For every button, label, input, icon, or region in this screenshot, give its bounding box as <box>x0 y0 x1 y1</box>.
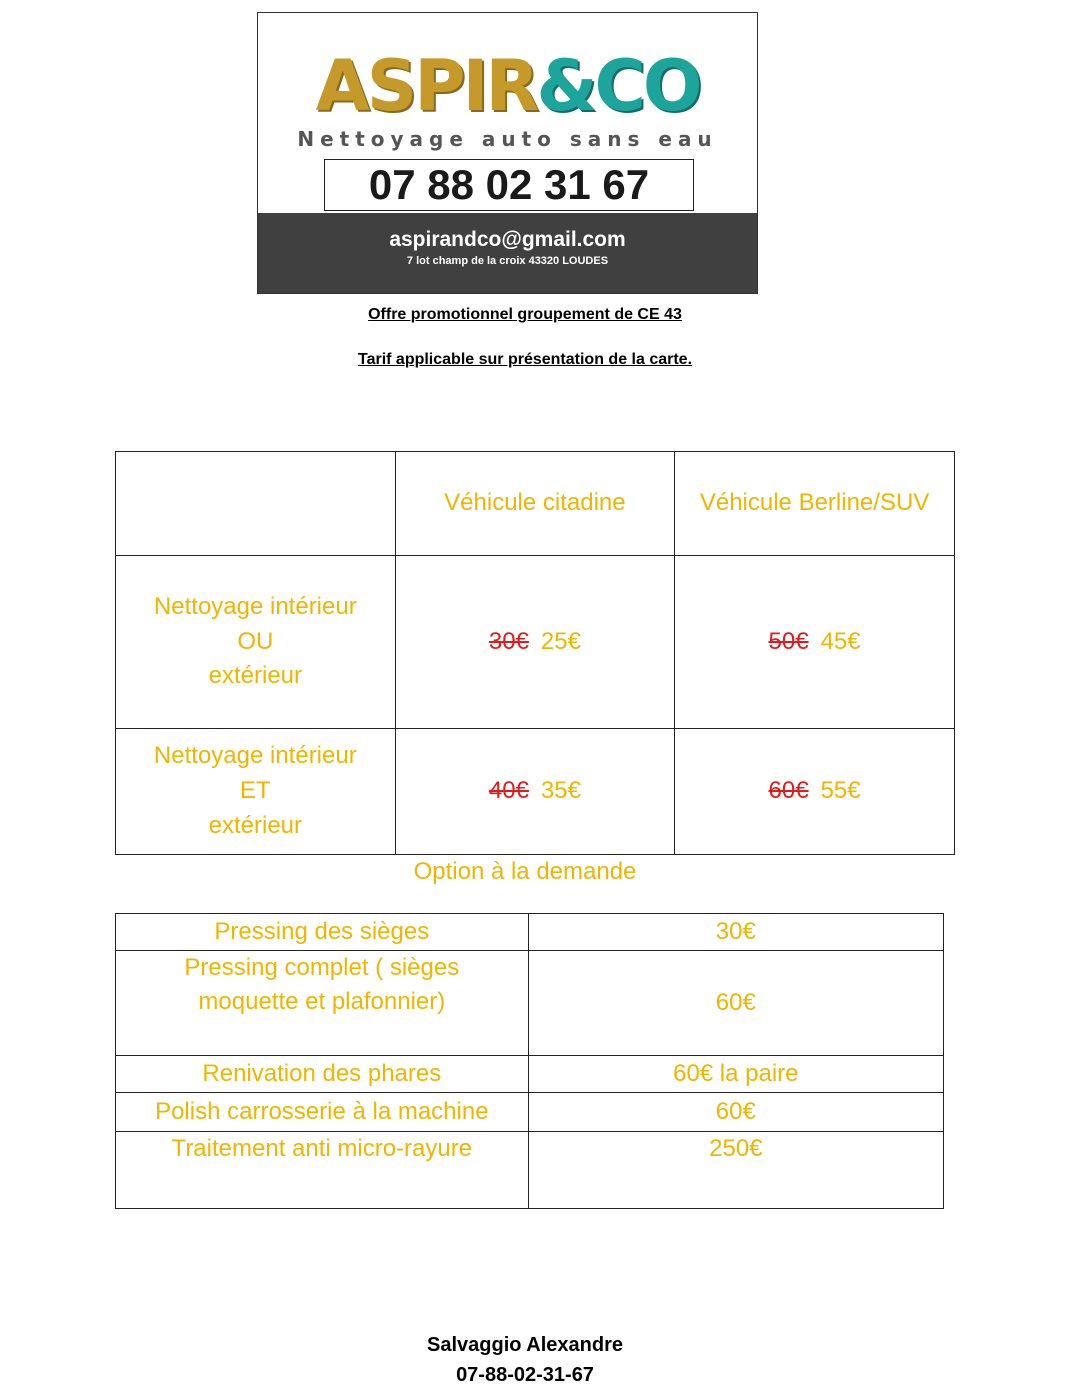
signature-name: Salvaggio Alexandre <box>427 1334 623 1356</box>
table-row <box>116 1132 944 1209</box>
table-row <box>116 1093 944 1132</box>
offer-note: Offre promotionnel groupement de CE 43 <box>368 306 682 323</box>
table-row <box>116 556 955 729</box>
price-cell-citadine <box>395 556 675 729</box>
table-header-empty <box>116 452 396 556</box>
old-price: 60€ <box>768 777 809 805</box>
label-line: extérieur <box>208 811 302 839</box>
option-service: Polish carrosserie à la machine <box>116 1093 529 1132</box>
options-table <box>115 913 944 1209</box>
option-price: 60€ <box>528 951 943 1056</box>
tariff-note: Tarif applicable sur présentation de la carte. <box>357 351 693 368</box>
label-line: ET <box>239 777 271 805</box>
price-cell-citadine <box>395 729 675 855</box>
option-service: Traitement anti micro-rayure <box>116 1132 529 1209</box>
table-row <box>116 914 944 951</box>
price-cell-berline <box>675 729 955 855</box>
new-price: 35€ <box>540 777 581 805</box>
option-service <box>116 951 529 1056</box>
options-title: Option à la demande <box>413 858 637 885</box>
label-line: Nettoyage intérieur <box>153 592 357 620</box>
new-price: 45€ <box>820 627 861 655</box>
new-price: 25€ <box>540 627 581 655</box>
old-price: 30€ <box>488 627 529 655</box>
price-table <box>115 451 955 855</box>
service-line: moquette et plafonnier) <box>198 987 446 1015</box>
table-header-row <box>116 452 955 556</box>
company-logo <box>258 45 757 127</box>
price-cell-berline <box>675 556 955 729</box>
postal-address: 7 lot champ de la croix 43320 LOUDES <box>406 255 609 267</box>
service-label <box>116 556 396 729</box>
label-line: OU <box>237 627 274 655</box>
logo-text-aspir: ASPIR <box>315 45 537 127</box>
option-service: Renivation des phares <box>116 1056 529 1093</box>
option-price: 30€ <box>528 914 943 951</box>
new-price: 55€ <box>820 777 861 805</box>
logo-text-co: &CO <box>536 45 700 127</box>
table-row <box>116 729 955 855</box>
option-price: 60€ la paire <box>528 1056 943 1093</box>
table-row <box>116 1056 944 1093</box>
header-berline-suv: Véhicule Berline/SUV <box>675 452 955 556</box>
service-label <box>116 729 396 855</box>
service-line: Pressing complet ( sièges <box>184 954 460 981</box>
header-citadine: Véhicule citadine <box>395 452 675 556</box>
option-service: Pressing des sièges <box>116 914 529 951</box>
table-row <box>116 951 944 1056</box>
phone-number: 07 88 02 31 67 <box>324 159 694 211</box>
signature-phone: 07-88-02-31-67 <box>456 1364 594 1386</box>
option-price: 250€ <box>528 1132 943 1209</box>
card-contact-bar <box>258 213 757 293</box>
email-address: aspirandco@gmail.com <box>389 228 626 251</box>
label-line: Nettoyage intérieur <box>153 742 357 770</box>
old-price: 50€ <box>768 627 809 655</box>
tagline: Nettoyage auto sans eau <box>297 127 718 151</box>
old-price: 40€ <box>488 777 529 805</box>
business-card <box>257 12 758 294</box>
label-line: extérieur <box>208 662 302 690</box>
option-price: 60€ <box>528 1093 943 1132</box>
